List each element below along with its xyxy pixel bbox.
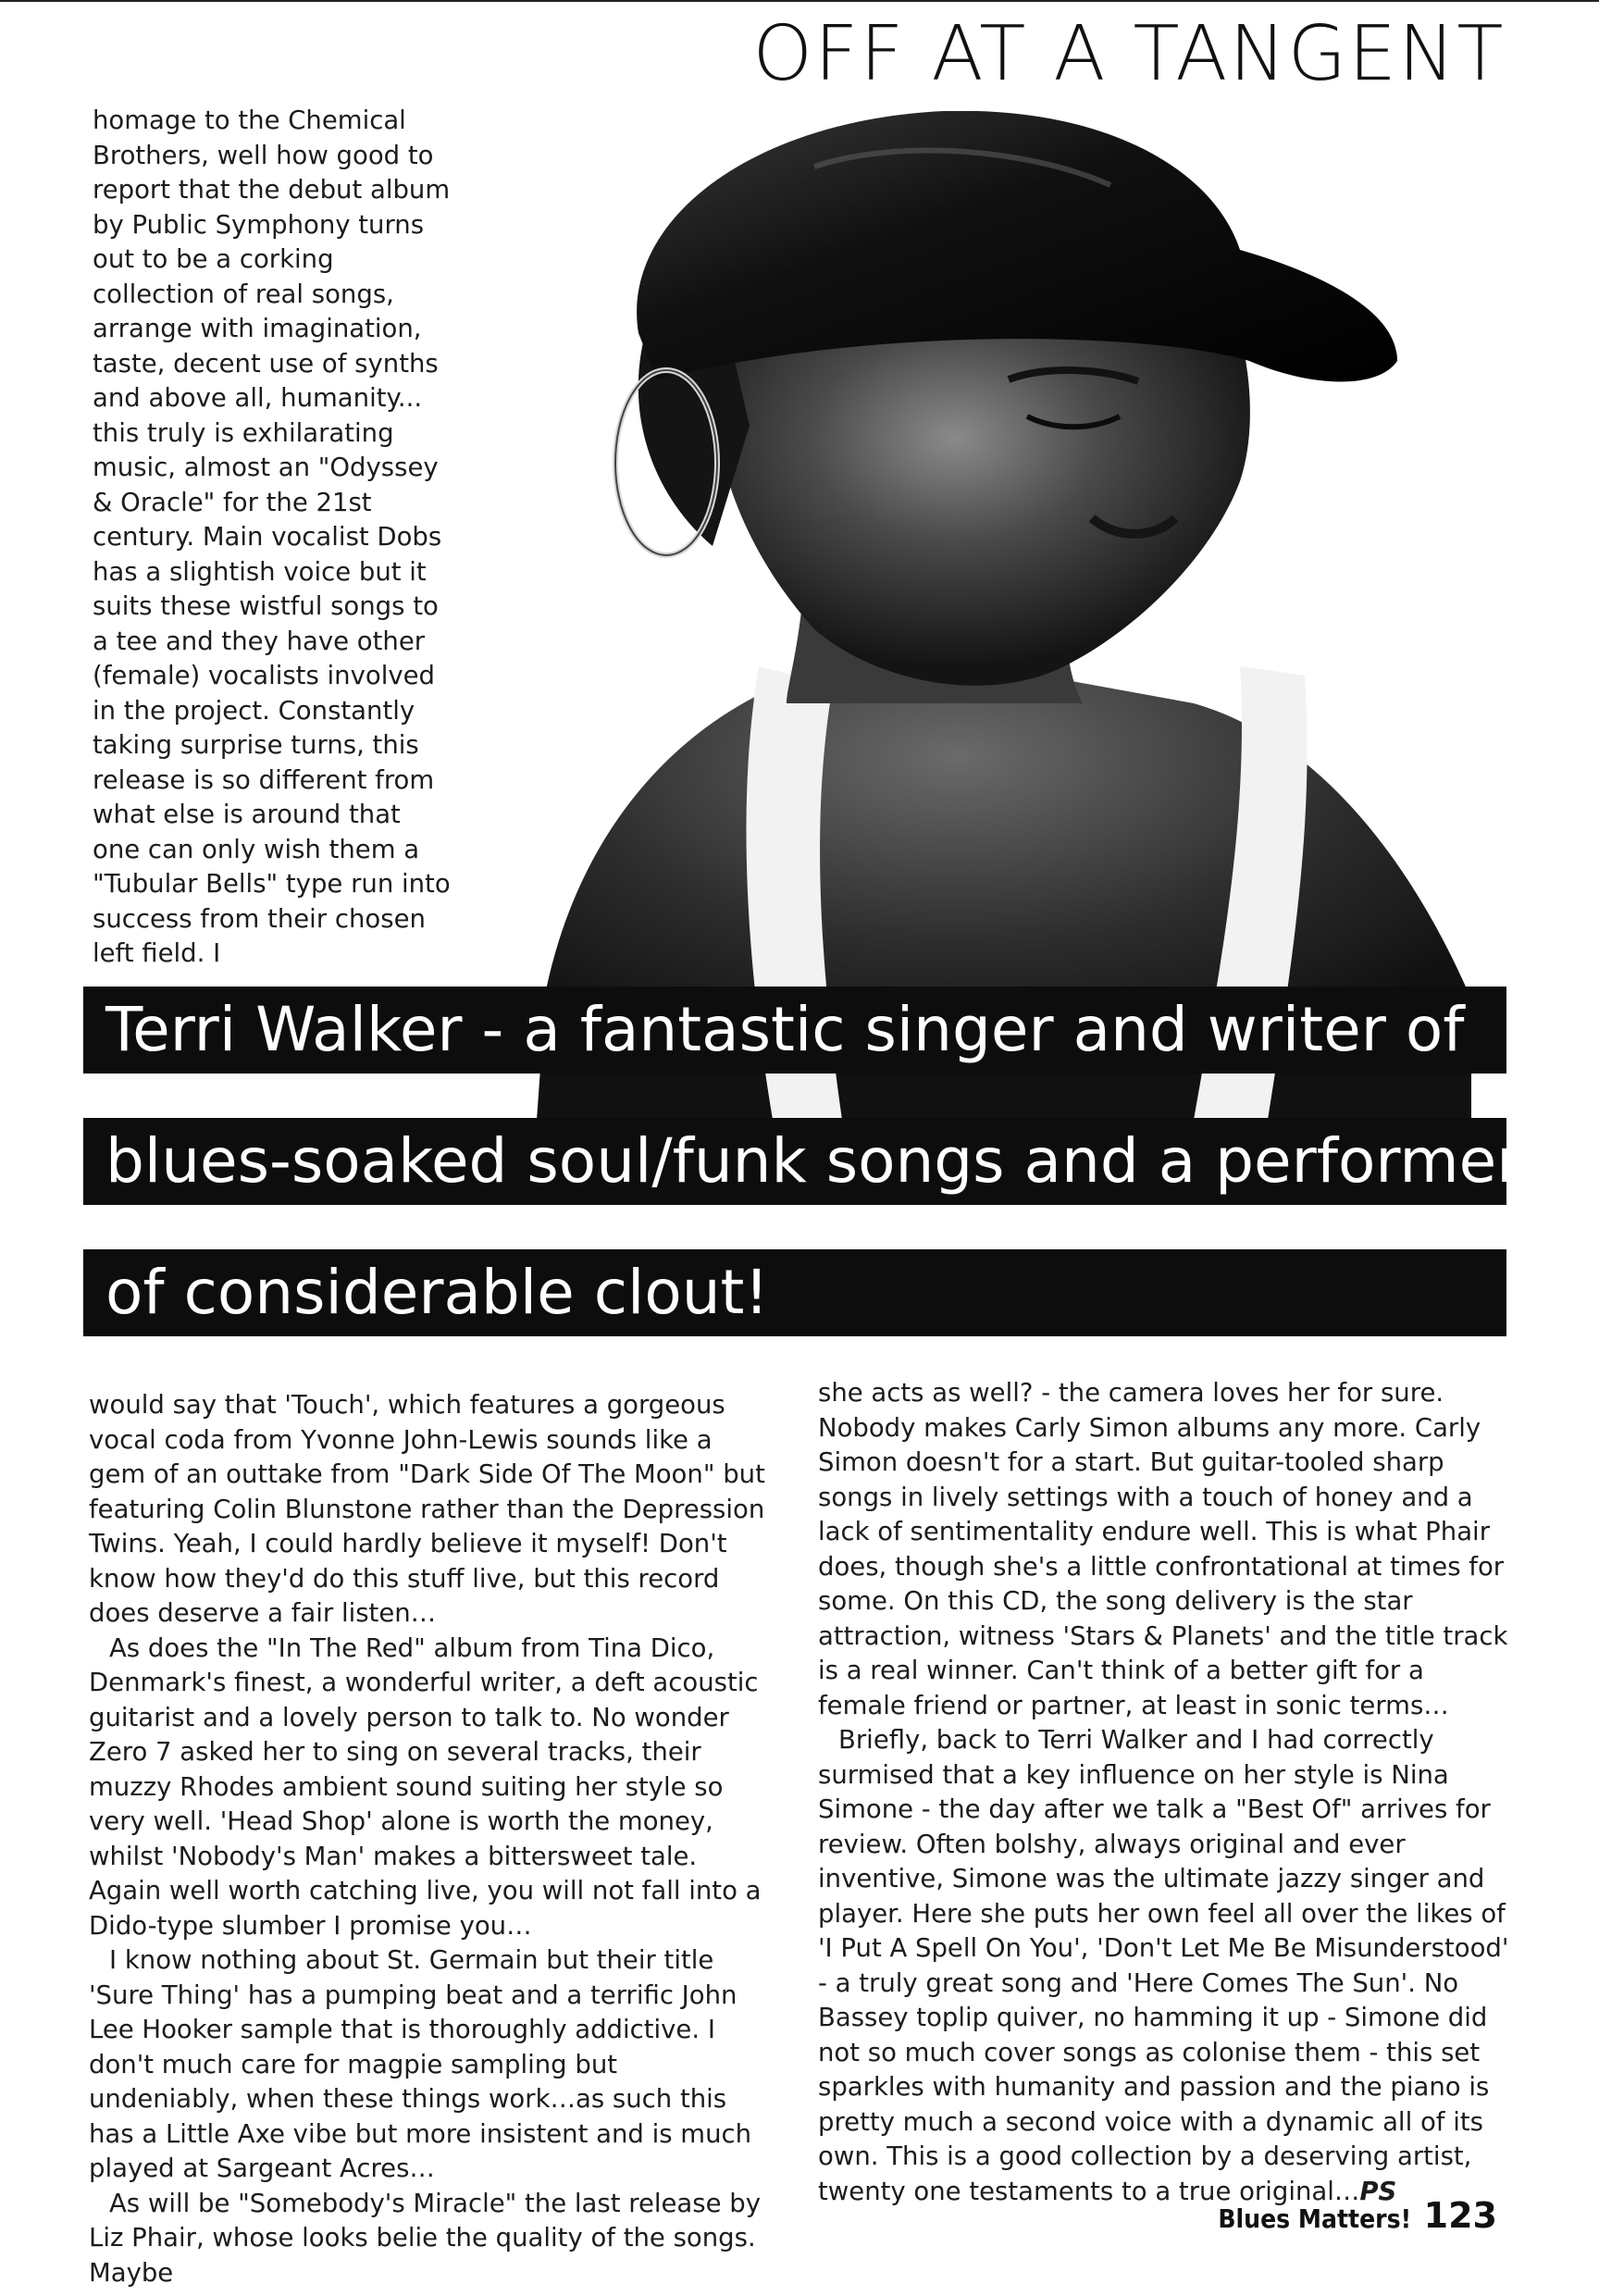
publication-name: Blues Matters!	[1218, 2203, 1412, 2234]
artist-photo	[509, 111, 1471, 1120]
left-paragraph-3: I know nothing about St. Germain but their title 'Sure Thing' has a pumping beat and a terrific John Lee Hooker sample that is thoroughly addictive. I don't much care for magpie sampling but undeniably, when these things work…as such this has a Little Axe vibe but more insistent and is much played at Sargeant Acres…	[89, 1945, 752, 2183]
section-title: OFF AT A TANGENT	[752, 10, 1506, 98]
left-paragraph-2: As does the "In The Red" album from Tina Dico, Denmark's finest, a wonderful writer, a deft acoustic guitarist and a lovely person to talk to. No wonder Zero 7 asked her to sing on several tracks, their muzzy Rhodes ambient sound suiting her style so very well. 'Head Shop' alone is worth the money, whilst 'Nobody's Man' makes a bittersweet tale. Again well worth catching live, you will not fall into a Dido-type slumber I promise you…	[89, 1632, 762, 1941]
right-column	[818, 1376, 1512, 2209]
intro-column	[93, 104, 453, 972]
author-byline: PS	[1359, 2176, 1397, 2206]
headline-line-1: Terri Walker - a fantastic singer and writer of	[83, 987, 1506, 1074]
headline-line-3: of considerable clout!	[83, 1249, 1506, 1336]
page-number: 123	[1423, 2195, 1497, 2236]
left-column	[89, 1388, 774, 2290]
intro-paragraph: homage to the Chemical Brothers, well how good to report that the debut album by Public Symphony turns out to be a corking collection of real songs, arrange with imagination, taste, decent use of synths and above all, humanity... this truly is exhilarating music, almost an "Odyssey & Oracle" for the 21st century. Main vocalist Dobs has a slightish voice but it suits these wistful songs to a tee and they have other (female) vocalists involved in the project. Constantly taking surprise turns, this release is so different from what else is around that one can only wish them a "Tubular Bells" type run into success from their chosen left field. I	[93, 105, 451, 968]
headline-line-2: blues-soaked soul/funk songs and a performer	[83, 1118, 1506, 1205]
page-footer	[1218, 2195, 1497, 2236]
right-paragraph-2	[818, 1723, 1512, 2209]
left-paragraph-1: would say that 'Touch', which features a gorgeous vocal coda from Yvonne John-Lewis sounds like a gem of an outtake from "Dark Side Of The Moon" but featuring Colin Blunstone rather than the Depression Twins. Yeah, I could hardly believe it myself! Don't know how they'd do this stuff live, but this record does deserve a fair listen…	[89, 1390, 765, 1628]
right-paragraph-1: she acts as well? - the camera loves her for sure. Nobody makes Carly Simon albums any more. Carly Simon doesn't for a start. But guitar-tooled sharp songs in lively settings with a touch of honey and a lack of sentimentality endure well. This is what Phair does, though she's a little confrontational at times for some. On this CD, the song delivery is the star attraction, witness 'Stars & Planets' and the title track is a real winner. Can't think of a better gift for a female friend or partner, at least in sonic terms…	[818, 1378, 1508, 1720]
top-rule	[0, 0, 1599, 2]
right-paragraph-2-text: Briefly, back to Terri Walker and I had correctly surmised that a key influence on her style is Nina Simone - the day after we talk a "Best Of" arrives for review. Often bolshy, always original and ever inventive, Simone was the ultimate jazzy singer and player. Here she puts her own feel all over the likes of 'I Put A Spell On You', 'Don't Let Me Be Misunderstood' - a truly great song and 'Here Comes The Sun'. No Bassey toplip quiver, no hamming it up - Simone did not so much cover songs as colonise them - this set sparkles with humanity and passion and the piano is pretty much a second voice with a dynamic all of its own. This is a good collection by a deserving artist, twenty one testaments to a true original…	[818, 1725, 1509, 2206]
left-paragraph-4: As will be "Somebody's Miracle" the last release by Liz Phair, whose looks belie the quality of the songs. Maybe	[89, 2188, 761, 2288]
